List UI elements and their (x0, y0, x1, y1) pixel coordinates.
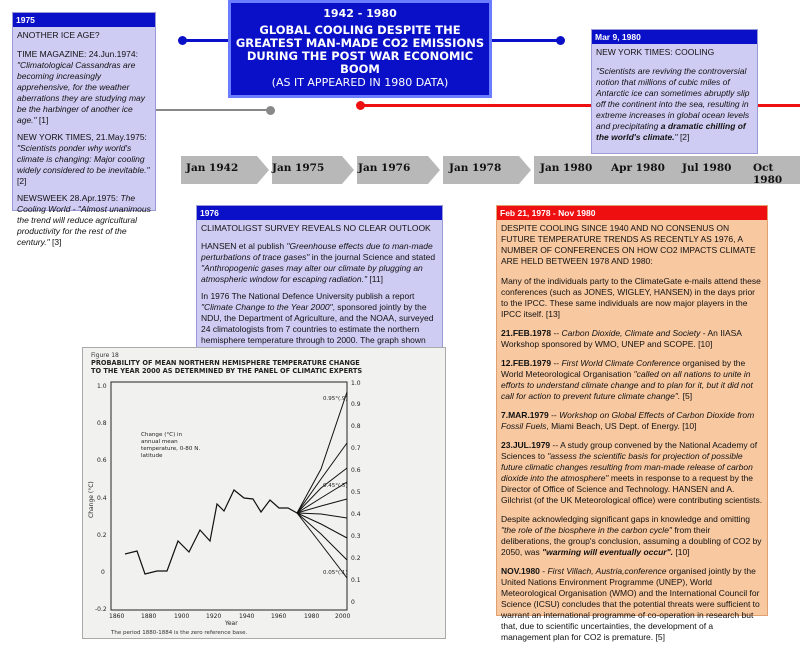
historical-temperature-line (125, 490, 297, 574)
event-7-mar-1979: 7.MAR.1979 -- Workshop on Global Effects of Carbon Dioxide from Fossil Fuels, Miami Beach, US Dept. of Energy. [10] (501, 410, 755, 431)
figure-label: Figure 18 (91, 352, 119, 359)
card-1976-header: 1976 (197, 206, 442, 220)
event-21-feb-1978: 21.FEB.1978 -- Carbon Dioxide, Climate and Society - An IIASA Workshop sponsored by WMO, UNEP and SCOPE. [10] (501, 328, 742, 349)
right-tick: 0.6 (351, 467, 361, 474)
card-1976-hansen: HANSEN et al publish "Greenhouse effects due to man-made perturbations of trace gases" in the journal Science and stated "Anthropogenic gases may alter our climate by plugging an atmospheric window for escaping radiation." [11] (201, 241, 436, 284)
card-mar-1980-quote: "Scientists are reviving the controversial notion that millions of cubic miles of Antarctic ice can sometimes abruptly slip off the continent into the sea, resulting in extreme increases in global ocean levels and precipitating a dramatic chilling of the world's climate." [2] (596, 66, 750, 142)
timeline-tick: Apr 1980 (611, 162, 665, 174)
left-axis (95, 383, 107, 613)
ruler-chevron (428, 156, 440, 184)
x-tick: 2000 (335, 613, 351, 620)
ruler-chevron (257, 156, 269, 184)
timeline-dot-blue-left (178, 36, 187, 45)
timeline-dot-red (356, 101, 365, 110)
x-tick: 1980 (304, 613, 320, 620)
ruler-chevron (342, 156, 354, 184)
left-tick: 0 (101, 569, 105, 576)
right-tick: 1.0 (351, 380, 361, 387)
event-12-feb-1979: 12.FEB.1979 -- First World Climate Conference organised by the World Meteorological Organisation "called on all nations to unite in efforts to understand climate change and to plan for it, but it did not call for action to prevent future climate change". [5] (501, 358, 753, 401)
left-tick: 0.2 (97, 532, 107, 539)
projection-line (297, 513, 347, 518)
projection-line (297, 468, 347, 513)
timeline-line-blue-right (490, 39, 560, 42)
right-tick: 0.7 (351, 445, 361, 452)
right-tick: 0.1 (351, 577, 361, 584)
projection-line (297, 513, 347, 560)
left-tick: -0.2 (95, 606, 107, 613)
x-tick: 1900 (174, 613, 190, 620)
figure-title-line1: PROBABILITY OF MEAN NORTHERN HEMISPHERE TEMPERATURE CHANGE (91, 359, 360, 367)
card-1975-item-time: TIME MAGAZINE: 24.Jun.1974: "Climatological Cassandras are becoming increasingly apprehensive, for the weather aberrations they are studying may be the harbinger of another ice age." [1] (17, 49, 146, 125)
left-tick: 0.6 (97, 457, 107, 464)
timeline-dot-gray (266, 106, 275, 115)
right-tick: 0.4 (351, 511, 361, 518)
card-1976 (196, 205, 443, 352)
right-annotation: 0.45°(.5) (323, 483, 348, 489)
timeline-tick: Jan 1980 (540, 162, 593, 174)
timeline-tick: Jan 1942 (186, 162, 239, 174)
figure-xlabel: Year (225, 620, 238, 627)
projection-line (297, 443, 347, 513)
right-tick: 0.3 (351, 533, 361, 540)
figure-title-line2: TO THE YEAR 2000 AS DETERMINED BY THE PANEL OF CLIMATIC EXPERTS (91, 367, 363, 375)
figure-footnote: The period 1880-1884 is the zero reference base. (111, 630, 248, 636)
card-1975 (12, 12, 156, 247)
timeline-dot-blue-right (556, 36, 565, 45)
right-tick: 0 (351, 599, 355, 606)
left-tick: 0.4 (97, 495, 107, 502)
timeline-tick: Jan 1978 (449, 162, 502, 174)
x-tick: 1960 (271, 613, 287, 620)
x-axis (109, 613, 350, 620)
right-tick: 0.5 (351, 489, 361, 496)
figure-ylabel: Change (°C) (88, 481, 95, 518)
timeline-tick: Jul 1980 (682, 162, 732, 174)
plot-frame (111, 382, 347, 610)
figure-legend-note: Change (°C) in annual mean temperature, 0-80 N. latitude (141, 432, 201, 459)
main-title-box (228, 0, 492, 98)
right-annotation: 0.95°(.9) (323, 396, 348, 402)
x-tick: 1920 (206, 613, 222, 620)
x-tick: 1940 (239, 613, 255, 620)
left-tick: 1.0 (97, 383, 107, 390)
projection-line (297, 499, 347, 513)
card-feb-1978-header: Feb 21, 1978 - Nov 1980 (497, 206, 767, 220)
timeline-line-blue-left (182, 39, 230, 42)
survey-figure-svg (83, 348, 445, 638)
title-years: 1942 - 1980 (323, 7, 397, 20)
right-axis (351, 380, 361, 606)
card-1976-ndu: In 1976 The National Defence University publish a report "Climate Change to the Year 2000", sponsored jointly by the NDU, the Department of Agriculture, and the NOAA, surveyed 24 climatologists from 7 countries to estimate the northern hemisphere temperature through to 2000. The graph shown (201, 291, 434, 345)
figure-legend-note-wrap (141, 432, 201, 480)
card-1975-heading: ANOTHER ICE AGE? (17, 30, 100, 40)
title-main: GLOBAL COOLING DESPITE THE GREATEST MAN-MADE CO2 EMISSIONS DURING THE POST WAR ECONOMIC BOOM (235, 23, 485, 76)
card-1976-heading: CLIMATOLIGST SURVEY REVEALS NO CLEAR OUTLOOK (201, 223, 431, 233)
card-1975-header: 1975 (13, 13, 155, 27)
x-tick: 1860 (109, 613, 125, 620)
right-tick: 0.2 (351, 555, 361, 562)
projection-line (297, 513, 347, 578)
timeline-tick: Oct 1980 (753, 162, 783, 186)
event-nov-1980: NOV.1980 - First Villach, Austria,conference organised jointly by the United Nations Environment Programme (UNEP), World Meteorological Organisation (WMO) and the International Council for Science (ICSU) concludes that the potential threats were sufficient to warrant an international programme of co-operation in research but that, due to scientific uncertainties, the development of a management plan for CO2 is premature. [5] (501, 566, 760, 642)
title-sub: (AS IT APPEARED IN 1980 DATA) (271, 76, 449, 89)
card-mar-1980-source: NEW YORK TIMES: COOLING (596, 47, 715, 57)
card-mar-1980-header: Mar 9, 1980 (592, 30, 757, 44)
card-1975-item-nyt: NEW YORK TIMES, 21.May.1975: "Scientists ponder why world's climate is changing: Major cooling widely considered to be inevitable." [2] (17, 132, 150, 186)
event-23-jul-1979: 23.JUL.1979 -- A study group convened by the National Academy of Sciences to "assess the scientific basis for projection of possible future climatic changes resulting from man-made release of carbon dioxide into the atmosphere" meets in response to a request by the Director of Office of Science and Technology. HANSEN and A. Gilchrist (of the UK Meteorological office) were contributing scientists. (501, 440, 763, 505)
card-feb-1978-climategate: Many of the individuals party to the ClimateGate e-mails attend these conferences (such as JONES, WIGLEY, HANSEN) in the days prior to the IPCC. These same individuals are now major players in the IPCC itself. [13] (501, 276, 761, 319)
ruler-chevron (519, 156, 531, 184)
card-feb-1978-despite: Despite acknowledging significant gaps in knowledge and omitting "the role of the biosphere in the carbon cycle" from their deliberations, the group's conclusion, assuming a doubling of CO2 by 2050, was "warming will eventually occur". [10] (501, 514, 762, 557)
left-tick: 0.8 (97, 420, 107, 427)
survey-figure (82, 347, 446, 639)
right-tick: 0.8 (351, 423, 361, 430)
card-mar-1980 (591, 29, 758, 154)
right-annotations (323, 396, 348, 576)
x-tick: 1880 (141, 613, 157, 620)
right-tick: 0.9 (351, 401, 361, 408)
timeline-line-gray (155, 109, 270, 111)
projection-line (297, 392, 347, 513)
right-annotation: 0.05°(.1) (323, 570, 348, 576)
card-feb-1978-intro: DESPITE COOLING SINCE 1940 AND NO CONSENUS ON FUTURE TEMPERATURE TRENDS AS RECENTLY AS 1976, A NUMBER OF CONFERENCES ON HOW CO2 IMPACTS CLIMATE ARE HELD BETWEEN 1978 AND 1980: (501, 223, 756, 266)
timeline-tick: Jan 1976 (358, 162, 411, 174)
card-feb-1978-nov-1980 (496, 205, 768, 642)
card-1975-item-newsweek: NEWSWEEK 28.Apr.1975: The Cooling World - "Almost unanimous the trend will reduce agricultural productivity for the rest of the century." [3] (17, 193, 151, 247)
timeline-tick: Jan 1975 (272, 162, 325, 174)
